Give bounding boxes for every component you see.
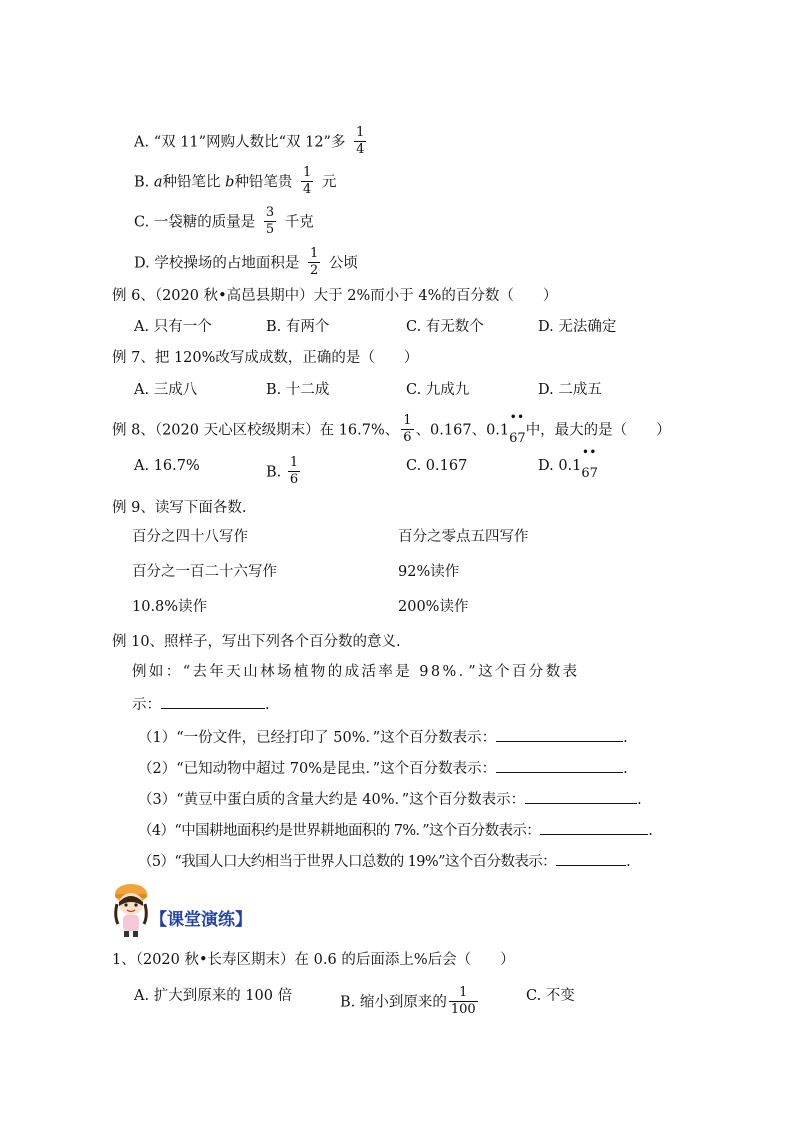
period: . xyxy=(648,823,653,839)
repeating-decimal-int: 0.1 xyxy=(486,422,510,439)
practice-1-stem: 1、（2020 秋•长寿区期末）在 0.6 的后面添上%后会（ ） xyxy=(112,952,515,968)
stem-text: 中，最大的是（ ） xyxy=(525,422,671,439)
period: . xyxy=(265,697,270,713)
unit-text: 千克 xyxy=(284,214,314,231)
sample-prefix: 示： xyxy=(132,697,161,713)
example-8-option-b xyxy=(266,456,302,489)
option-text: B. 缩小到原来的 xyxy=(340,994,447,1011)
example-9-item: 92%读作 xyxy=(398,564,460,580)
denominator: 6 xyxy=(289,472,299,487)
numerator: 1 xyxy=(403,413,412,428)
example-9-item: 200%读作 xyxy=(398,599,469,615)
option-text: C. 一袋糖的质量是 xyxy=(134,214,256,231)
answer-blank[interactable] xyxy=(496,727,623,742)
item-text: （3）“黄豆中蛋白质的含量大约是 40%．”这个百分数表示： xyxy=(138,792,526,808)
answer-blank[interactable] xyxy=(525,789,637,804)
denominator: 4 xyxy=(356,142,365,157)
example-10-item-3 xyxy=(138,789,642,810)
example-7-option-b: B. 十二成 xyxy=(266,382,330,398)
practice-1-option-a: A. 扩大到原来的 100 倍 xyxy=(134,988,293,1004)
answer-blank[interactable] xyxy=(161,694,265,709)
option-d-line xyxy=(134,247,358,280)
numerator: 1 xyxy=(356,125,365,140)
numerator: 1 xyxy=(289,455,299,470)
answer-blank[interactable] xyxy=(496,758,623,773)
numerator: 1 xyxy=(309,246,319,261)
example-6-stem: 例 6、（2020 秋•高邑县期中）大于 2%而小于 4%的百分数（ ） xyxy=(112,288,558,304)
fraction xyxy=(264,205,276,238)
answer-blank[interactable] xyxy=(540,820,648,835)
example-7-option-a: A. 三成八 xyxy=(134,382,198,398)
repeat-digit-text: 67 xyxy=(581,466,598,481)
example-10-item-2 xyxy=(138,758,628,779)
numerator: 3 xyxy=(265,205,275,220)
fraction xyxy=(288,455,300,488)
option-text: 种铅笔贵 xyxy=(234,174,293,191)
example-9-item: 百分之零点五四写作 xyxy=(398,529,529,545)
denominator: 5 xyxy=(265,222,275,237)
example-10-item-4 xyxy=(138,820,652,841)
numerator: 1 xyxy=(303,165,312,180)
example-7-option-c: C. 九成九 xyxy=(406,382,470,398)
fraction xyxy=(301,165,313,198)
fraction xyxy=(401,413,413,446)
option-label: B. xyxy=(266,464,282,481)
example-7-option-d: D. 二成五 xyxy=(538,382,602,398)
fraction xyxy=(308,246,320,279)
example-6-option-a: A. 只有一个 xyxy=(134,319,212,335)
denominator: 4 xyxy=(303,182,312,197)
period: . xyxy=(637,792,642,808)
item-text: （1）“一份文件，已经打印了 50%．”这个百分数表示： xyxy=(138,730,497,746)
example-9-item: 百分之一百二十六写作 xyxy=(132,564,277,580)
example-8-option-d xyxy=(538,447,598,481)
denominator: 6 xyxy=(403,430,412,445)
denominator: 2 xyxy=(309,263,319,278)
stem-text: 例 8、（2020 天心区校级期末）在 16.7%、 xyxy=(112,422,400,439)
example-6-option-c: C. 有无数个 xyxy=(406,319,484,335)
option-text: 种铅笔比 xyxy=(162,174,226,191)
section-title: 【课堂演练】 xyxy=(150,910,252,930)
option-b-line xyxy=(134,166,336,199)
example-8-option-a: A. 16.7% xyxy=(134,458,200,474)
denominator: 100 xyxy=(450,1002,476,1017)
repeat-dots: •• xyxy=(510,411,525,423)
example-6-option-b: B. 有两个 xyxy=(266,319,330,335)
option-text: D. 0.1 xyxy=(538,458,582,474)
example-10-item-1 xyxy=(138,727,628,748)
option-text: D. 学校操场的占地面积是 xyxy=(134,255,300,272)
example-6-option-d: D. 无法确定 xyxy=(538,319,617,335)
practice-1-option-b xyxy=(340,986,480,1019)
item-text: （4）“中国耕地面积约是世界耕地面积的 7%．”这个百分数表示： xyxy=(138,823,541,839)
period: . xyxy=(623,761,628,777)
example-10-stem: 例 10、照样子，写出下列各个百分数的意义. xyxy=(112,634,401,650)
separator-text: 、0.167、 xyxy=(415,422,487,439)
repeating-digits xyxy=(509,411,526,446)
fraction xyxy=(449,985,478,1018)
example-8-option-c: C. 0.167 xyxy=(406,458,468,474)
repeat-digit-text: 67 xyxy=(509,430,526,446)
example-10-item-5 xyxy=(138,851,630,872)
option-a-line xyxy=(134,126,370,159)
period: . xyxy=(626,854,631,870)
answer-blank[interactable] xyxy=(556,851,626,866)
example-9-item: 百分之四十八写作 xyxy=(132,529,248,545)
unit-text: 元 xyxy=(321,174,337,191)
period: . xyxy=(623,730,628,746)
example-10-sample-line1: 例如：“去年天山林场植物的成活率是 98%．”这个百分数表 xyxy=(132,664,580,680)
variable-a: a xyxy=(153,174,163,191)
practice-1-option-c: C. 不变 xyxy=(526,988,575,1004)
item-text: （2）“已知动物中超过 70%是昆虫．”这个百分数表示： xyxy=(138,761,497,777)
numerator: 1 xyxy=(459,985,468,1000)
fraction xyxy=(354,125,366,158)
repeating-digits xyxy=(581,447,598,481)
option-label: B. xyxy=(134,174,154,191)
example-7-stem: 例 7、把 120%改写成成数，正确的是（ ） xyxy=(112,350,419,366)
example-9-item: 10.8%读作 xyxy=(132,599,208,615)
student-mascot-icon xyxy=(110,882,152,938)
example-10-sample-line2 xyxy=(132,694,270,715)
variable-b: b xyxy=(225,174,235,191)
example-9-stem: 例 9、读写下面各数. xyxy=(112,500,247,516)
unit-text: 公顷 xyxy=(328,255,358,272)
item-text: （5）“我国人口大约相当于世界人口总数的 19%”这个百分数表示： xyxy=(138,854,557,870)
repeat-dots: •• xyxy=(582,447,598,458)
option-a-text: A. “双 11”网购人数比“双 12”多 xyxy=(134,134,346,151)
option-c-line xyxy=(134,206,314,239)
